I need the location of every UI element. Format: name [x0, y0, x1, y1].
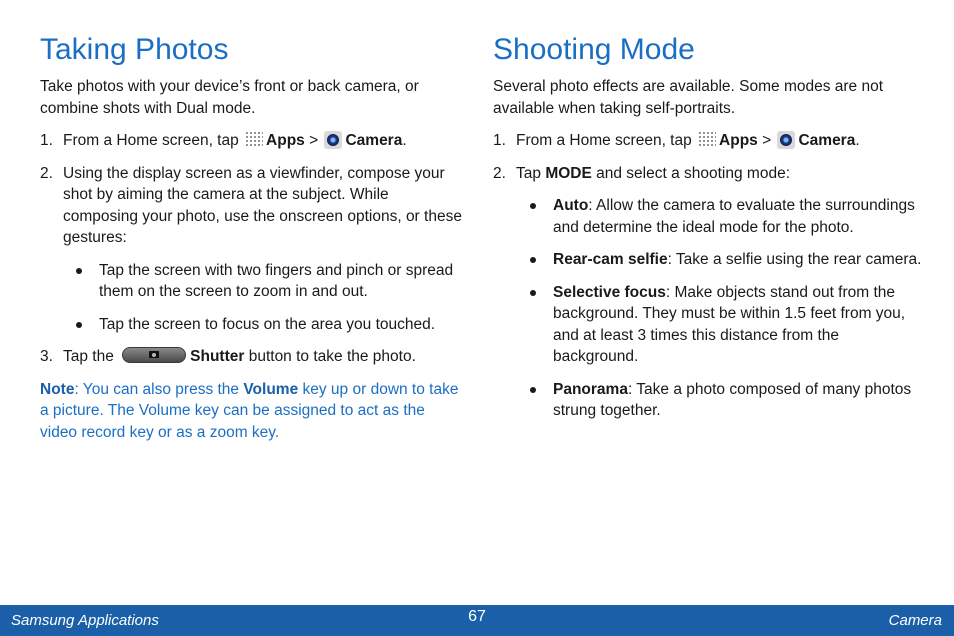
- bullet-icon: [76, 322, 82, 328]
- apps-label: Apps: [719, 132, 758, 149]
- list-item: Tap the screen to focus on the area you touched.: [40, 314, 465, 336]
- camera-icon: [777, 131, 795, 149]
- step-3: 3. Tap the Shutter button to take the photo.: [40, 346, 465, 368]
- list-item: Selective focus: Make objects stand out from the background. They must be within 1.5 feet from you, and at least 3 times this distance from the background.: [493, 282, 923, 368]
- bullet-icon: [530, 290, 536, 296]
- shooting-mode-heading: Shooting Mode: [493, 33, 695, 66]
- footer-bar: [0, 605, 954, 636]
- step-2: 2. Tap MODE and select a shooting mode:: [493, 163, 923, 185]
- list-item: Panorama: Take a photo composed of many photos strung together.: [493, 379, 923, 422]
- footer-section: Samsung Applications: [11, 612, 159, 629]
- bullet-icon: [530, 387, 536, 393]
- step-number: 3.: [40, 348, 53, 365]
- shooting-mode-intro: Several photo effects are available. Some modes are not available when taking self-portraits.: [493, 78, 884, 117]
- shutter-label: Shutter: [190, 348, 245, 365]
- step-number: 2.: [493, 164, 506, 182]
- camera-icon: [324, 131, 342, 149]
- list-item: Auto: Allow the camera to evaluate the surroundings and determine the ideal mode for the photo.: [493, 195, 923, 238]
- mode-label: MODE: [545, 164, 592, 182]
- list-item: Tap the screen with two fingers and pinch or spread them on the screen to zoom in and out.: [40, 260, 465, 303]
- step-number: 1.: [40, 132, 53, 149]
- left-column: [40, 30, 465, 443]
- page-number: 67: [468, 608, 486, 625]
- apps-icon: [698, 131, 716, 147]
- step-number: 1.: [493, 132, 506, 149]
- mode-list: [493, 195, 923, 422]
- apps-label: Apps: [266, 132, 305, 149]
- note: Note: You can also press the Volume key up or down to take a picture. The Volume key can be assigned to act as the video record key or as a zoom key.: [40, 380, 459, 441]
- step-1: 1. From a Home screen, tap Apps > Camera.: [40, 130, 465, 152]
- bullet-icon: [530, 203, 536, 209]
- bullet-icon: [530, 257, 536, 263]
- step-1: 1. From a Home screen, tap Apps > Camera.: [493, 130, 923, 152]
- step-number: 2.: [40, 164, 53, 182]
- apps-icon: [245, 131, 263, 147]
- taking-photos-intro: Take photos with your device’s front or back camera, or combine shots with Dual mode.: [40, 78, 419, 117]
- camera-label: Camera: [798, 132, 856, 149]
- list-item: Rear-cam selfie: Take a selfie using the rear camera.: [493, 249, 923, 271]
- bullet-icon: [76, 268, 82, 274]
- shutter-icon: [122, 347, 186, 363]
- right-column: [493, 30, 923, 433]
- taking-photos-heading: Taking Photos: [40, 33, 229, 66]
- step-2: 2. Using the display screen as a viewfinder, compose your shot by aiming the camera at the subject. While composing your photo, use the onscreen options, or these gestures:: [40, 164, 462, 246]
- camera-label: Camera: [345, 132, 403, 149]
- footer-chapter: Camera: [888, 612, 942, 629]
- gesture-list: [40, 260, 465, 336]
